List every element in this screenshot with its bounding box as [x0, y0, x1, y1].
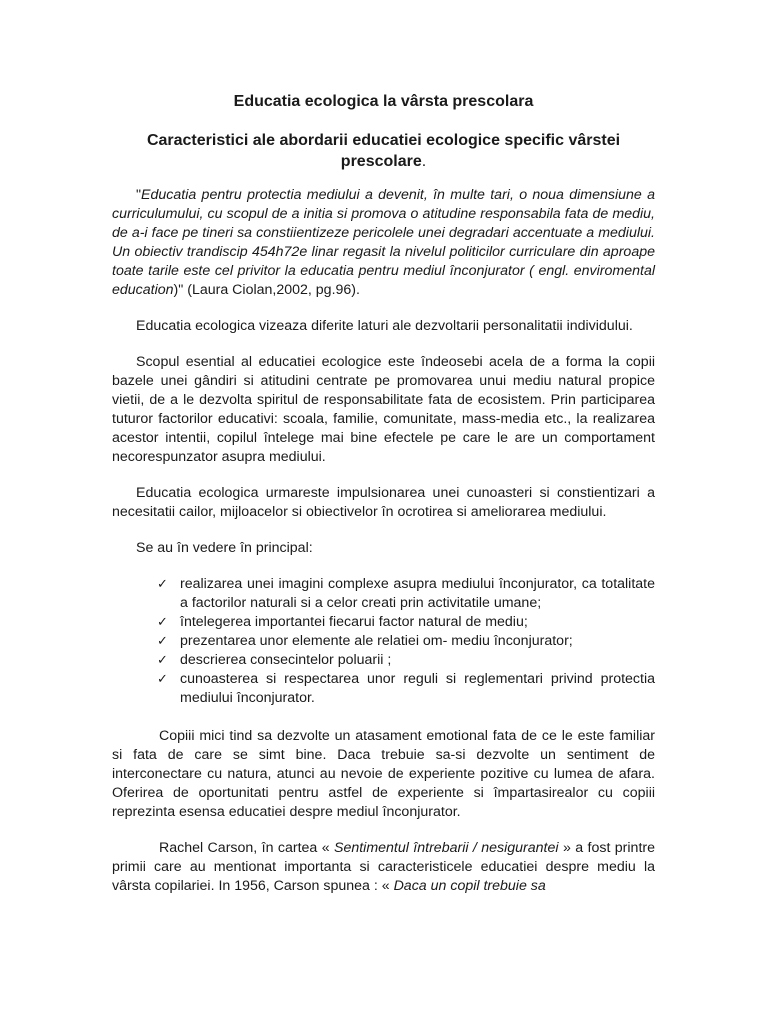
paragraph-carson: [112, 839, 655, 896]
checkmark-icon: ✓: [157, 634, 168, 649]
paragraph-list-intro: Se au în vedere în principal:: [136, 540, 313, 556]
paragraph-attachment: Copiii mici tind sa dezvolte un atasament emotional fata de ce le este familiar si fata de care se simt bine. Daca trebuie sa-si dezvolte un sentiment de interconectare cu natura, atunci au nevoie de experiente pozitive cu lumea de afara. Oferirea de oportunitati pentru astfel de experiente si împartasirealor cu copiii reprezinta esensa educatiei despre mediul înconjurator.: [112, 728, 655, 820]
section-heading: [112, 130, 655, 172]
list-item: [157, 632, 655, 651]
quote-text: Educatia pentru protectia mediului a devenit, în multe tari, o noua dimensiune a curriculumului, cu scopul de a initia si promova o atitudine responsabila fata de mediu, de a-i face pe tineri sa constiientizeze pericolele unei degradari accentuate a mediului. Un obiectiv trandiscip 454h72e linar regasit la nivelul politicilor curriculare din aproape toate tarile este cel privitor la educatia pentru mediul înconjurator ( engl. enviromental education: [112, 187, 655, 298]
checkmark-icon: ✓: [157, 577, 168, 592]
checkmark-icon: ✓: [157, 653, 168, 668]
carson-book-title: Sentimentul întrebarii / nesigurantei: [333, 840, 559, 856]
list-item-text: prezentarea unor elemente ale relatiei om- mediu înconjurator;: [180, 633, 573, 649]
carson-text-b: » a fost printre primii care au mentionat importanta si caracteristicele educatiei despre mediu la vârsta copilariei. In 1956, Carson spunea : «: [112, 840, 655, 894]
paragraph-purpose: Scopul esential al educatiei ecologice este îndeosebi acela de a forma la copii bazele unei gândiri si atitudini centrate pe promovarea unui mediu natural propice vietii, de a le dezvolta spiritul de responsabilitate fata de ecosistem. Prin participarea tuturor factorilor educativi: scoala, familie, comunitate, mass-media etc., la realizarea acestor intentii, copilul întelege mai bine efectele pe care le are un comportament necorespunzator asupra mediului.: [112, 354, 655, 465]
paragraph-personality: Educatia ecologica vizeaza diferite laturi ale dezvoltarii personalitatii individului.: [136, 318, 633, 334]
checkmark-icon: ✓: [157, 615, 168, 630]
list-item: [157, 613, 655, 632]
list-item: [157, 670, 655, 708]
objectives-list: [112, 575, 655, 708]
carson-text-a: Rachel Carson, în cartea «: [159, 840, 334, 856]
list-item-text: descrierea consecintelor poluarii ;: [180, 652, 392, 668]
list-item: [157, 651, 655, 670]
quote-open-mark: ": [136, 187, 142, 203]
section-heading-text: Caracteristici ale abordarii educatiei ecologice specific vârstei prescolare: [146, 132, 621, 170]
quote-paragraph: [112, 186, 655, 300]
paragraph-awareness: Educatia ecologica urmareste impulsionarea unei cunoasteri si constientizari a necesitatii cailor, mijloacelor si obiectivelor în ocrotirea si ameliorarea mediului.: [112, 485, 655, 520]
list-item-text: cunoasterea si respectarea unor reguli si reglementari privind protectia mediului înconjurator.: [180, 671, 655, 706]
quote-citation: )" (Laura Ciolan,2002, pg.96).: [173, 282, 360, 298]
document-page: [112, 92, 655, 896]
list-item-text: întelegerea importantei fiecarui factor natural de mediu;: [180, 614, 528, 630]
list-item: [157, 575, 655, 613]
carson-quote: Daca un copil trebuie sa: [393, 878, 546, 894]
list-item-text: realizarea unei imagini complexe asupra mediului înconjurator, ca totalitate a factorilor naturali si a celor creati prin activitatile umane;: [180, 576, 655, 611]
document-title: Educatia ecologica la vârsta prescolara: [233, 93, 534, 110]
section-heading-period: .: [421, 153, 427, 170]
checkmark-icon: ✓: [157, 672, 168, 687]
